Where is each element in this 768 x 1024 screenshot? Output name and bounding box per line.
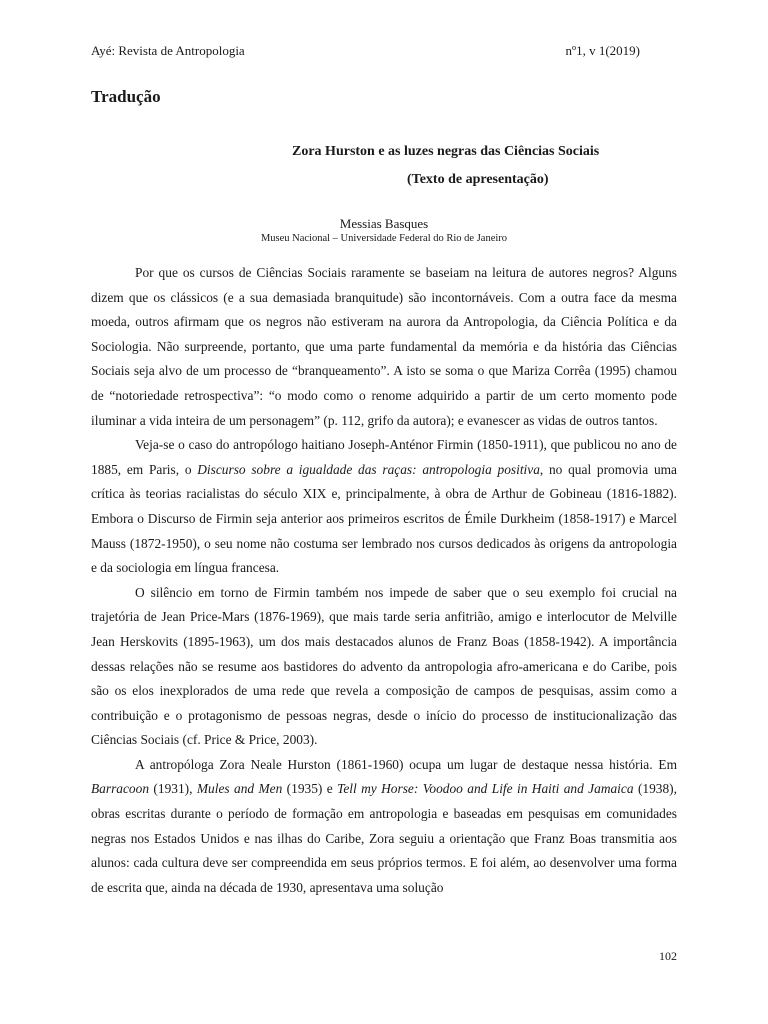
journal-name: Ayé: Revista de Antropologia <box>91 43 245 58</box>
book-title-mules-and-men: Mules and Men <box>196 781 283 797</box>
paragraph-2-text-b: , no qual promovia uma crítica às teorias racialistas do século XIX e, principalmente, à obra de Arthur de Gobineau (1816-1882). Embora o Discurso de Firmin seja anterior aos primeiros escritos de Émile Durkheim (1858-1917) e Marcel Mauss (1872-1950), o seu nome não costuma ser lembrado nos cursos dedicados às origens da antropologia e da sociologia em língua francesa. <box>91 461 678 576</box>
page-number: 102 <box>659 949 677 963</box>
book-title-discurso: Discurso sobre a igualdade das raças: antropologia positiva <box>197 461 540 477</box>
book-title-tell-my-horse: Tell my Horse: Voodoo and Life in Haiti and Jamaica <box>337 781 634 797</box>
article-subtitle: (Texto de apresentação) <box>407 172 549 187</box>
paragraph-4-text-c: (1935) e <box>282 781 338 797</box>
book-title-barracoon: Barracoon <box>91 781 150 797</box>
paragraph-4-text-a: A antropóloga Zora Neale Hurston (1861-1960) ocupa um lugar de destaque nessa história. Em <box>135 756 677 772</box>
article-title: Zora Hurston e as luzes negras das Ciências Sociais <box>292 144 600 159</box>
issue-info: nº1, v 1(2019) <box>565 43 640 58</box>
paragraph-4 <box>91 753 677 901</box>
paragraph-3: O silêncio em torno de Firmin também nos impede de saber que o seu exemplo foi crucial na trajetória de Jean Price-Mars (1876-1969), que mais tarde seria anfitrião, amigo e interlocutor de Melville Jean Herskovits (1895-1963), um dos mais destacados alunos de Franz Boas (1858-1942). A importância dessas relações não se resume aos bastidores do advento da antropologia afro-americana e do Caribe, pois são os elos inexplorados de uma rede que revela a composição de campos de pesquisas, assim como a contribuição e o protagonismo de pessoas negras, desde o início do processo de institucionalização das Ciências Sociais (cf. Price & Price, 2003). <box>91 584 677 748</box>
paragraph-2 <box>91 433 677 581</box>
paragraph-4-text-d: (1938), obras escritas durante o período de formação em antropologia e baseadas em pesquisas em comunidades negras nos Estados Unidos e nas ilhas do Caribe, Zora seguiu a orientação que Franz Boas transmitia aos alunos: cada cultura deve ser compreendida em seus próprios termos. E foi além, ao desenvolver uma forma de escrita que, ainda na década de 1930, apresentava uma solução <box>91 781 677 895</box>
author-affiliation: Museu Nacional – Universidade Federal do Rio de Janeiro <box>260 233 508 244</box>
article-body <box>91 261 677 900</box>
section-title: Tradução <box>91 87 161 106</box>
running-header <box>91 43 640 59</box>
paragraph-4-text-b: (1931), <box>149 781 197 797</box>
author-name: Messias Basques <box>339 216 429 231</box>
paragraph-1: Por que os cursos de Ciências Sociais raramente se baseiam na leitura de autores negros? Alguns dizem que os clássicos (e a sua demasiada branquitude) são incontornáveis. Com a outra face da mesma moeda, outros afirmam que os negros não estiveram na aurora da Antropologia, da Ciência Política e da Sociologia. Não surpreende, portanto, que uma parte fundamental da memória e da história das Ciências Sociais seja alvo de um processo de “branqueamento”. A isto se soma o que Mariza Corrêa (1995) chamou de “notoriedade retrospectiva”: “o modo como o renome adquirido a partir de um certo momento pode iluminar a vida inteira de um personagem” (p. 112, grifo da autora); e evanescer as vidas de outros tantos. <box>91 265 677 428</box>
paragraph-2-text-a: Veja-se o caso do antropólogo haitiano Joseph-Anténor Firmin (1850-1911), que publicou no ano de 1885, em Paris, o <box>91 437 677 477</box>
